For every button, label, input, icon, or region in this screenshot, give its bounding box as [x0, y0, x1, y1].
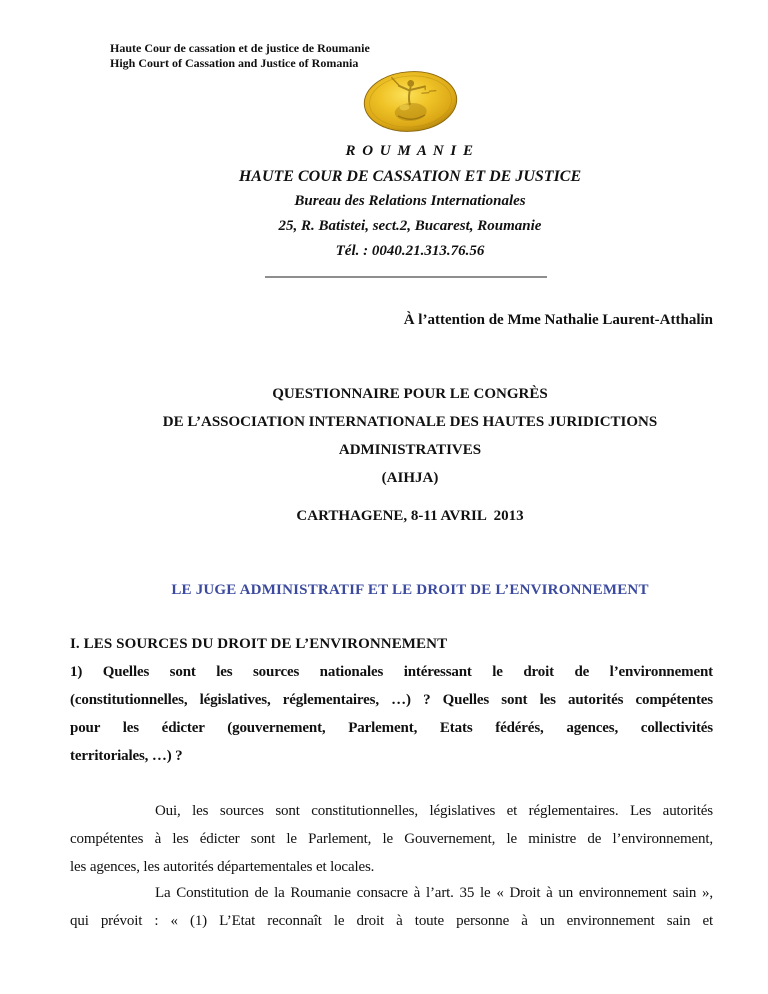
org-address: 25, R. Batistei, sect.2, Bucarest, Roumanie [278, 218, 542, 234]
answer-line: qui prévoit : « (1) L’Etat reconnaît le droit à toute personne à un environnement sain et [70, 913, 713, 929]
congress-title-block [0, 380, 768, 492]
letterhead-line-en: High Court of Cassation and Justice of Romania [110, 56, 359, 70]
event-date-line: CARTHAGENE, 8-11 AVRIL 2013 [296, 508, 524, 524]
section-heading: I. LES SOURCES DU DROIT DE L’ENVIRONNEMENT [70, 636, 448, 652]
congress-title-line-1: QUESTIONNAIRE POUR LE CONGRÈS [272, 386, 548, 402]
org-phone: Tél. : 0040.21.313.76.56 [335, 243, 485, 259]
subject-heading: LE JUGE ADMINISTRATIF ET LE DROIT DE L’ENVIRONNEMENT [171, 582, 649, 598]
congress-title-line-3: ADMINISTRATIVES [338, 442, 482, 458]
answer-line: La Constitution de la Roumanie consacre à l’art. 35 le « Droit à un environnement sain », [155, 885, 713, 901]
answer-paragraph-1 [70, 797, 713, 881]
question-line: 1) Quelles sont les sources nationales intéressant le droit de l’environnement [70, 664, 713, 680]
attention-line: À l’attention de Mme Nathalie Laurent-Atthalin [403, 312, 713, 328]
answer-line: Oui, les sources sont constitutionnelles, législatives et réglementaires. Les autorités [155, 803, 713, 819]
letterhead [110, 41, 370, 71]
org-country: R O U M A N I E [345, 143, 475, 159]
divider-line [265, 276, 547, 278]
answer-line: compétentes à les édicter sont le Parlement, le Gouvernement, le ministre de l’environnement, [70, 831, 713, 847]
question-paragraph [70, 658, 713, 770]
question-line: territoriales, …) ? [70, 748, 183, 764]
congress-title-line-4: (AIHJA) [381, 470, 439, 486]
org-block [0, 139, 768, 264]
org-bureau: Bureau des Relations Internationales [294, 193, 526, 209]
org-court-name: HAUTE COUR DE CASSATION ET DE JUSTICE [238, 168, 582, 185]
answer-paragraph-2 [70, 879, 713, 935]
question-line: pour les édicter (gouvernement, Parlement, Etats fédérés, agences, collectivités [70, 720, 713, 736]
question-line: (constitutionnelles, législatives, réglementaires, …) ? Quelles sont les autorités compétentes [70, 692, 713, 708]
justice-seal-icon [363, 70, 458, 133]
answer-line: les agences, les autorités départementales et locales. [70, 859, 375, 875]
congress-title-line-2: DE L’ASSOCIATION INTERNATIONALE DES HAUTES JURIDICTIONS [162, 414, 658, 430]
letterhead-line-fr: Haute Cour de cassation et de justice de Roumanie [110, 41, 370, 55]
